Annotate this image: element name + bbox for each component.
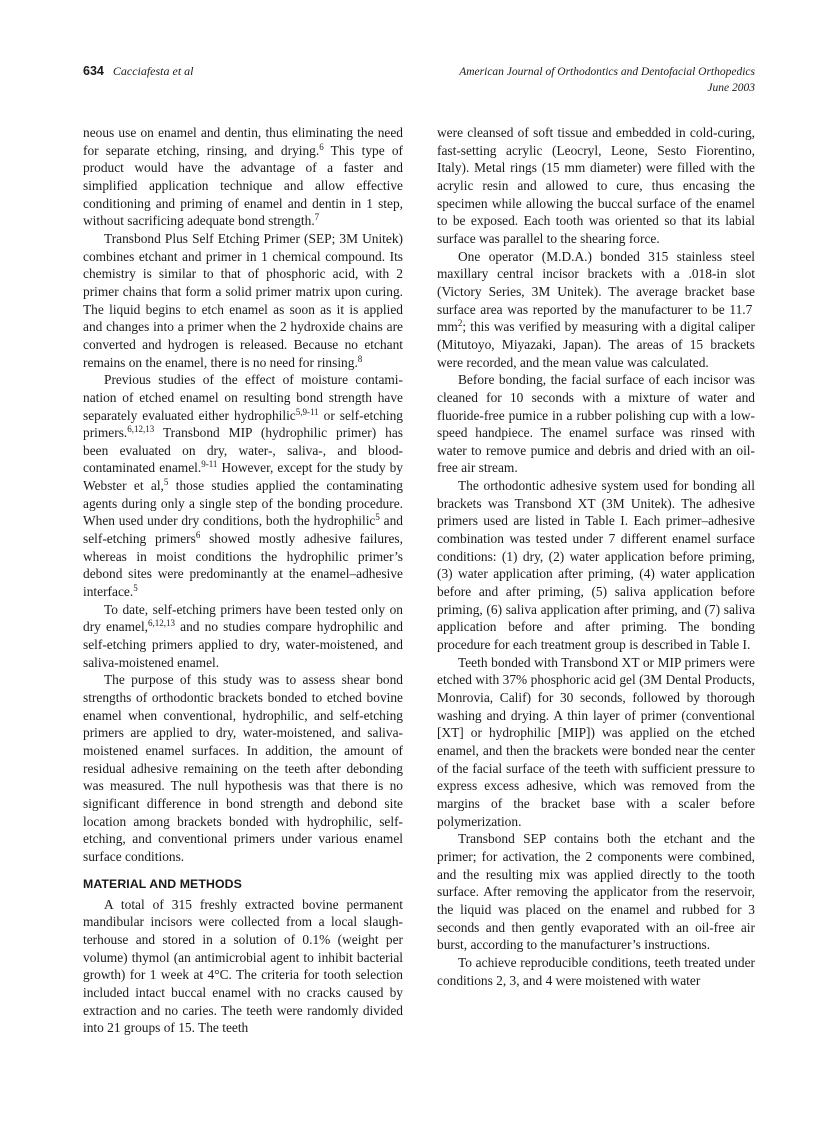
running-head-left <box>83 64 194 79</box>
paragraph-text: and no studies compare hydrophilic and self-etching primers applied to dry, water-moistened, and saliva-moistened enamel. <box>83 619 403 670</box>
citation-marker: 8 <box>357 353 363 364</box>
left-column-body <box>83 124 403 866</box>
right-column <box>437 124 755 989</box>
paragraph <box>437 248 755 372</box>
paragraph-text: The purpose of this study was to assess shear bond strengths of orthodontic brackets bonded to etched bovine enamel when conventional, hydrophilic, and self-etching primers are applied to dry, water-moistened, and saliva-moistened enamel surfaces. In addition, the amount of residual adhesive remaining on the teeth after debonding was measured. The null hypothesis was that there is no significant difference in bond strength and debond site location among brackets bonded with hydrophilic, self-etching, and conventional primers under various enamel surface conditions. <box>83 672 403 864</box>
paragraph <box>437 124 755 248</box>
citation-marker: 6,12,13 <box>148 618 176 629</box>
paragraph <box>83 671 403 865</box>
citation-marker: 6,12,13 <box>127 424 155 435</box>
journal-title: American Journal of Orthodontics and Dentofacial Orthopedics <box>459 66 755 78</box>
paragraph <box>83 896 403 1037</box>
paragraph-text: Teeth bonded with Transbond XT or MIP primers were etched with 37% phosphoric acid gel (3M Dental Products, Monrovia, Calif) for 30 seconds, followed by thorough washing and drying. A thin layer of primer (conventional [XT] or hydrophilic [MIP]) was applied on the etched enamel, and then the brackets were bonded near the center of the facial surface of the teeth with sufficient pressure to express excess adhesive, which was removed from the margins of the bracket base with a scaler before polymerization. <box>437 654 755 829</box>
paragraph-text: were cleansed of soft tissue and embedded in cold-curing, fast-setting acrylic (Leocryl, Leone, Sesto Fiorentino, Italy). Metal rings (15 mm diameter) were filled with the acrylic resin and allowed to cure, thus encasing the specimen while allowing the buccal surface of the enamel to be exposed. Each tooth was oriented so that its labial surface was parallel to the shearing force. <box>437 125 755 246</box>
running-head-author: Cacciafesta et al <box>112 64 194 78</box>
paragraph <box>437 830 755 954</box>
page-number: 634 <box>83 64 104 78</box>
paragraph <box>83 124 403 230</box>
paragraph-text: One operator (M.D.A.) bonded 315 stainless steel maxillary central incisor brackets with a .018-in slot (Victory Series, 3M Unitek). The average bracket base surface area was reported by the manufacturer to be 11.7 mm <box>437 248 755 335</box>
section-heading-material-and-methods: MATERIAL AND METHODS <box>83 876 242 891</box>
paragraph <box>437 477 755 654</box>
paragraph-text: those studies applied the contaminating agents during only a single step of the bonding procedure. When used under dry conditions, both the hydrophilic <box>83 478 403 529</box>
right-column-body <box>437 124 755 989</box>
paragraph <box>83 230 403 371</box>
paragraph-text: showed mostly adhesive failures, whereas in moist conditions the hydrophilic primer’s debond sites were predominantly at the enamel–adhesive interface. <box>83 531 403 600</box>
paragraph <box>437 654 755 831</box>
citation-marker: 5 <box>163 477 169 488</box>
paragraph-text: Before bonding, the facial surface of each incisor was cleaned for 10 seconds with a mixture of water and fluoride-free pumice in a rubber polishing cup with a low-speed handpiece. The enamel surface was rinsed with water to remove pumice and debris and dried with an oil-free air stream. <box>437 372 755 476</box>
paragraph-text: This type of product would have the advantage of a faster and simplified application technique and allow effective conditioning and priming of enamel and dentin in 1 step, without sacrificing adequate bond strength. <box>83 142 403 229</box>
paragraph-text: To date, self-etching primers have been tested only on dry enamel, <box>83 601 403 635</box>
paragraph-text: or self-etching primers. <box>83 407 403 441</box>
paragraph <box>437 954 755 989</box>
running-head-right <box>459 64 755 96</box>
paragraph-text: Transbond Plus Self Etching Primer (SEP; 3M Unitek) combines etchant and primer in 1 chemical compound. Its chemistry is similar to that of phosphoric acid, with 2 primer chains that form a solid primer matrix upon curing. The liquid begins to etch enamel as soon as it is applied and changes into a primer when the 2 hydroxide chains are converted and hydrogen is released. Because no etchant remains on the enamel, there is no need for rinsing. <box>83 230 403 370</box>
left-column <box>83 124 403 1037</box>
paragraph <box>83 371 403 601</box>
paragraph-text: Transbond MIP (hydrophilic primer) has been evaluated on dry, water-, saliva-, and blood-contaminated enamel. <box>83 425 403 476</box>
paragraph-text: The orthodontic adhesive system used for bonding all brackets was Transbond XT (3M Unitek). The adhesive primers used are listed in Table I. Each primer–adhesive combination was tested under 7 different enamel surface conditions: (1) dry, (2) water application before priming, (3) water application after priming, (4) water application before and after priming, (5) saliva application before priming, (6) saliva application after priming, and (7) saliva application before and after priming. The bonding procedure for each treatment group is described in Table I. <box>437 478 755 653</box>
citation-marker: 9-11 <box>201 459 218 470</box>
citation-marker: 5 <box>133 583 138 594</box>
paragraph-text: However, except for the study by Webster et al, <box>83 460 403 494</box>
paragraph-text: ; this was verified by measuring with a digital caliper (Mitutoyo, Miyazaki, Japan). The areas of 15 brackets were recorded, and the mean value was calculated. <box>437 319 755 370</box>
paragraph-text: Transbond SEP contains both the etchant and the primer; for activation, the 2 components were combined, and the resulting mix was applied directly to the tooth surface. After removing the applicator from the reservoir, the liquid was placed on the enamel and rubbed for 3 seconds and then gently evaporated with an oil-free air burst, according to the manufacturer’s instructions. <box>437 831 755 953</box>
citation-marker: 6 <box>195 530 201 541</box>
paragraph-text: neous use on enamel and dentin, thus eliminating the need for separate etching, rinsing, and drying. <box>83 125 403 158</box>
issue-date: June 2003 <box>707 82 755 94</box>
paragraph <box>437 371 755 477</box>
citation-marker: 6 <box>319 141 324 152</box>
citation-marker: 2 <box>457 318 463 329</box>
citation-marker: 5 <box>375 512 380 523</box>
citation-marker: 7 <box>314 212 320 223</box>
paragraph-text: A total of 315 freshly extracted bovine permanent mandibular incisors were collected from a local slaughterhouse and stored in a solution of 0.1% (weight per volume) thymol (an antimicrobial agent to inhibit bacterial growth) for 1 week at 4°C. The criteria for tooth selection included intact buccal enamel with no cracks caused by extraction and no caries. The teeth were randomly divided into 21 groups of 15. The teeth <box>83 896 403 1036</box>
paragraph-text: Previous studies of the effect of moisture contamination of etched enamel on resulting bond strength have separately evaluated either hydrophilic <box>83 372 403 423</box>
paragraph-text: and self-etching primers <box>83 513 403 547</box>
paragraph-text: To achieve reproducible conditions, teeth treated under conditions 2, 3, and 4 were moistened with water <box>437 954 755 988</box>
paragraph <box>83 601 403 672</box>
methods-body <box>83 896 403 1037</box>
citation-marker: 5,9-11 <box>295 406 319 417</box>
